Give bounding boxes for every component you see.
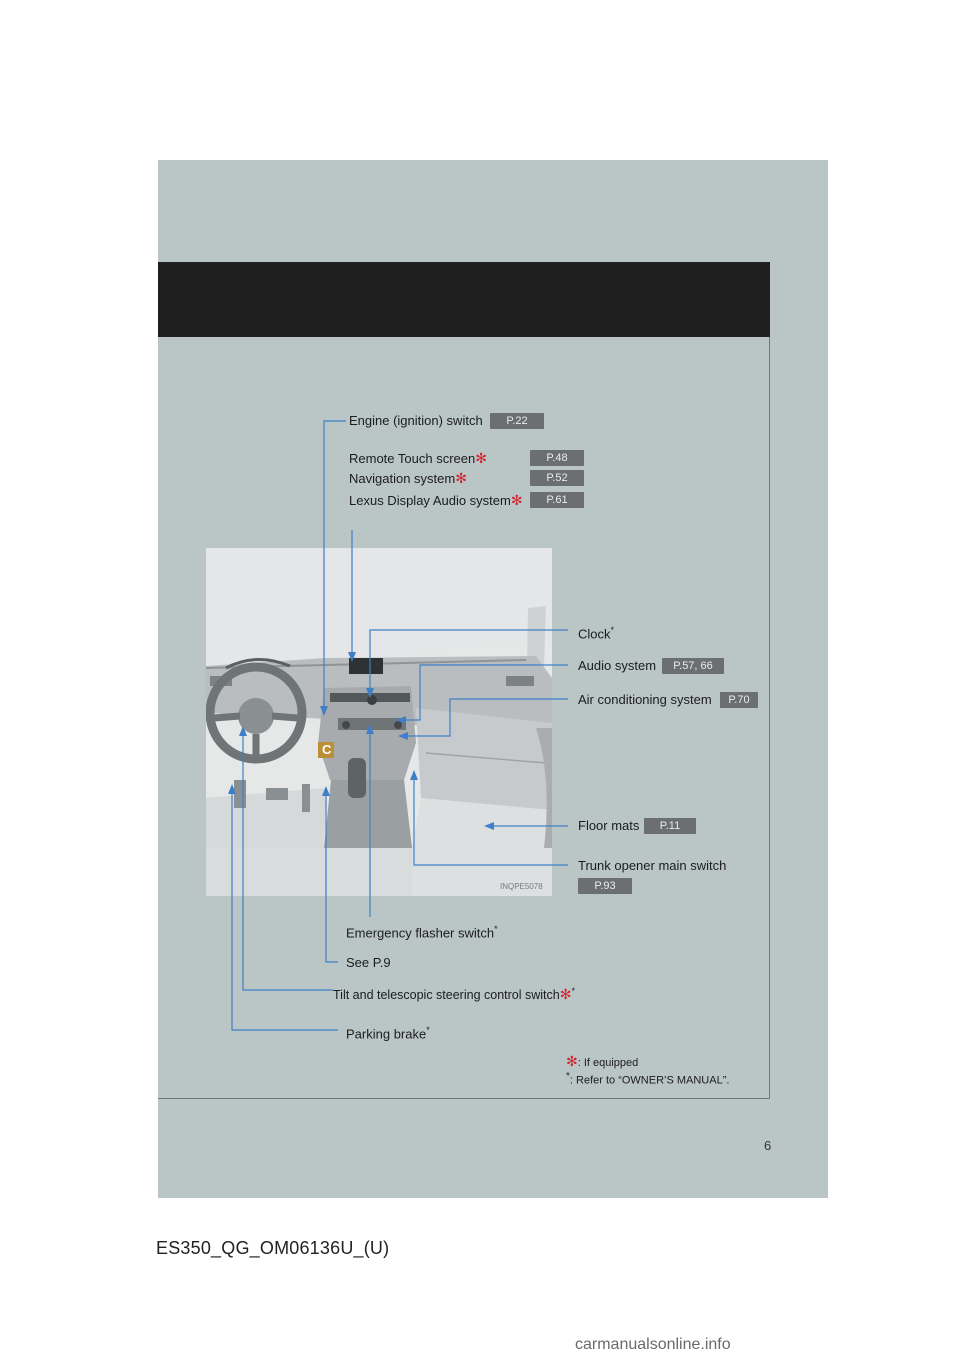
owners-manual-mark: * xyxy=(571,986,575,996)
label-lexus-display-audio: Lexus Display Audio system✻ xyxy=(349,492,523,508)
page-ref-air-conditioning[interactable]: P.70 xyxy=(720,692,758,708)
figure-code: INQPE5078 xyxy=(500,882,543,891)
page-ref-trunk-opener[interactable]: P.93 xyxy=(578,878,632,894)
watermark: carmanualsonline.info xyxy=(575,1336,731,1353)
footnote-owners-manual: *: Refer to “OWNER’S MANUAL”. xyxy=(566,1071,730,1087)
label-emergency-flasher: Emergency flasher switch* xyxy=(346,924,498,941)
label-air-conditioning: Air conditioning system xyxy=(578,692,712,707)
label-clock: Clock* xyxy=(578,625,615,642)
owners-manual-mark: * xyxy=(610,625,615,635)
label-trunk-opener: Trunk opener main switch xyxy=(578,858,727,873)
document-code: ES350_QG_OM06136U_(U) xyxy=(156,1238,390,1258)
label-navigation: Navigation system✻ xyxy=(349,470,467,486)
owners-manual-mark: * xyxy=(494,924,498,934)
label-audio-system: Audio system xyxy=(578,658,657,673)
page-ref-navigation[interactable]: P.52 xyxy=(530,470,584,486)
footnote-if-equipped: ✻: If equipped xyxy=(566,1053,639,1069)
page-ref-remote-touch[interactable]: P.48 xyxy=(530,450,584,466)
label-remote-touch: Remote Touch screen✻ xyxy=(349,450,487,466)
label-parking-brake: Parking brake* xyxy=(346,1025,430,1042)
page-ref-audio-system[interactable]: P.57, 66 xyxy=(662,658,724,674)
label-tilt-telescopic: Tilt and telescopic steering control switch✻* xyxy=(333,986,575,1003)
label-see-p9: See P.9 xyxy=(346,955,391,970)
page-ref-engine-switch[interactable]: P.22 xyxy=(490,413,544,429)
if-equipped-mark: ✻ xyxy=(475,450,487,466)
if-equipped-mark: ✻ xyxy=(559,986,572,1003)
if-equipped-mark: ✻ xyxy=(455,470,467,486)
if-equipped-mark: ✻ xyxy=(566,1053,578,1069)
page-ref-floor-mats[interactable]: P.11 xyxy=(644,818,696,834)
if-equipped-mark: ✻ xyxy=(510,492,523,508)
callout-c-letter: C xyxy=(322,742,332,757)
page-number: 6 xyxy=(764,1138,772,1153)
page-ref-lexus-display-audio[interactable]: P.61 xyxy=(530,492,584,508)
label-engine-switch: Engine (ignition) switch xyxy=(349,413,483,428)
owners-manual-mark: * xyxy=(566,1071,570,1082)
owners-manual-mark: * xyxy=(426,1025,430,1035)
label-floor-mats: Floor mats xyxy=(578,818,640,833)
